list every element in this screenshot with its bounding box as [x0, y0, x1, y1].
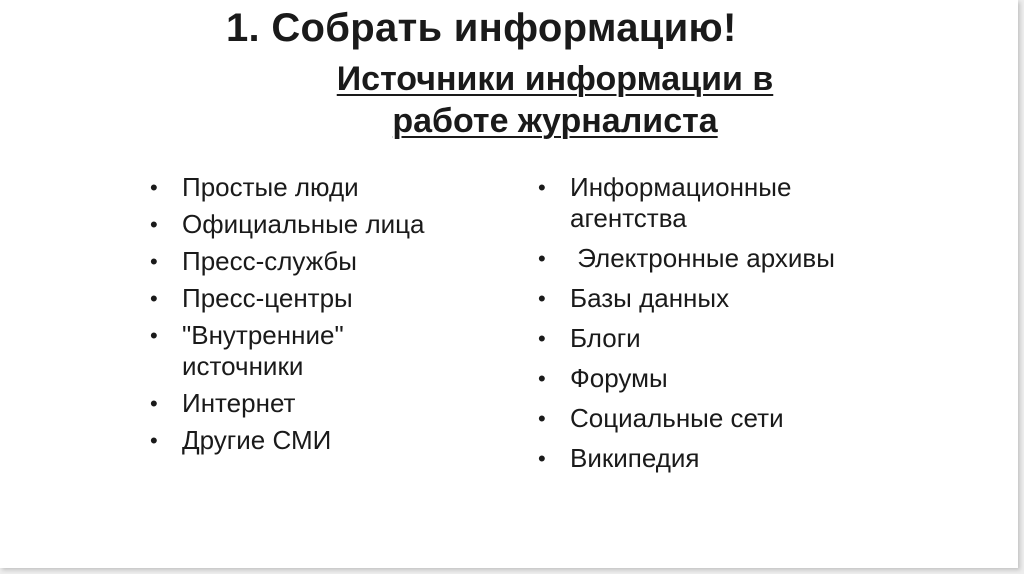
list-item	[536, 363, 916, 394]
bullet-icon: •	[150, 286, 158, 311]
list-item-text: Информационные агентства	[570, 172, 792, 233]
bullet-icon: •	[538, 326, 546, 351]
right-bullet-list	[536, 172, 916, 483]
list-item-text: Блоги	[570, 323, 641, 353]
list-item-text: Пресс-службы	[182, 246, 357, 276]
list-item	[148, 209, 508, 240]
list-item-text: Социальные сети	[570, 403, 784, 433]
list-item-text: "Внутренние" источники	[182, 320, 344, 381]
list-item	[148, 425, 508, 456]
left-bullet-list	[148, 172, 508, 462]
list-item	[536, 323, 916, 354]
bullet-icon: •	[538, 366, 546, 391]
list-item	[148, 388, 508, 419]
bullet-icon: •	[538, 446, 546, 471]
bullet-icon: •	[538, 406, 546, 431]
list-item-text: Интернет	[182, 388, 296, 418]
bullet-icon: •	[538, 175, 546, 200]
bullet-icon: •	[150, 391, 158, 416]
list-item-text: Википедия	[570, 443, 700, 473]
list-item	[536, 243, 916, 274]
list-item-text: Электронные архивы	[570, 243, 835, 273]
list-item-text: Базы данных	[570, 283, 730, 313]
list-item-text: Пресс-центры	[182, 283, 353, 313]
list-item	[536, 443, 916, 474]
slide-title: 1. Собрать информацию!	[226, 6, 737, 50]
list-item	[148, 246, 508, 277]
list-item-text: Другие СМИ	[182, 425, 332, 455]
bullet-icon: •	[150, 428, 158, 453]
list-item	[536, 403, 916, 434]
slide-subtitle: Источники информации в работе журналиста	[336, 60, 774, 140]
list-item	[536, 283, 916, 314]
bullet-icon: •	[150, 175, 158, 200]
list-item	[148, 172, 508, 203]
list-item-text: Форумы	[570, 363, 668, 393]
list-item	[148, 320, 412, 382]
list-item	[536, 172, 870, 234]
list-item-text: Официальные лица	[182, 209, 425, 239]
bullet-icon: •	[150, 212, 158, 237]
list-item-text: Простые люди	[182, 172, 359, 202]
list-item	[148, 283, 508, 314]
bullet-icon: •	[150, 323, 158, 348]
bullet-icon: •	[150, 249, 158, 274]
bullet-icon: •	[538, 286, 546, 311]
bullet-icon: •	[538, 246, 546, 271]
